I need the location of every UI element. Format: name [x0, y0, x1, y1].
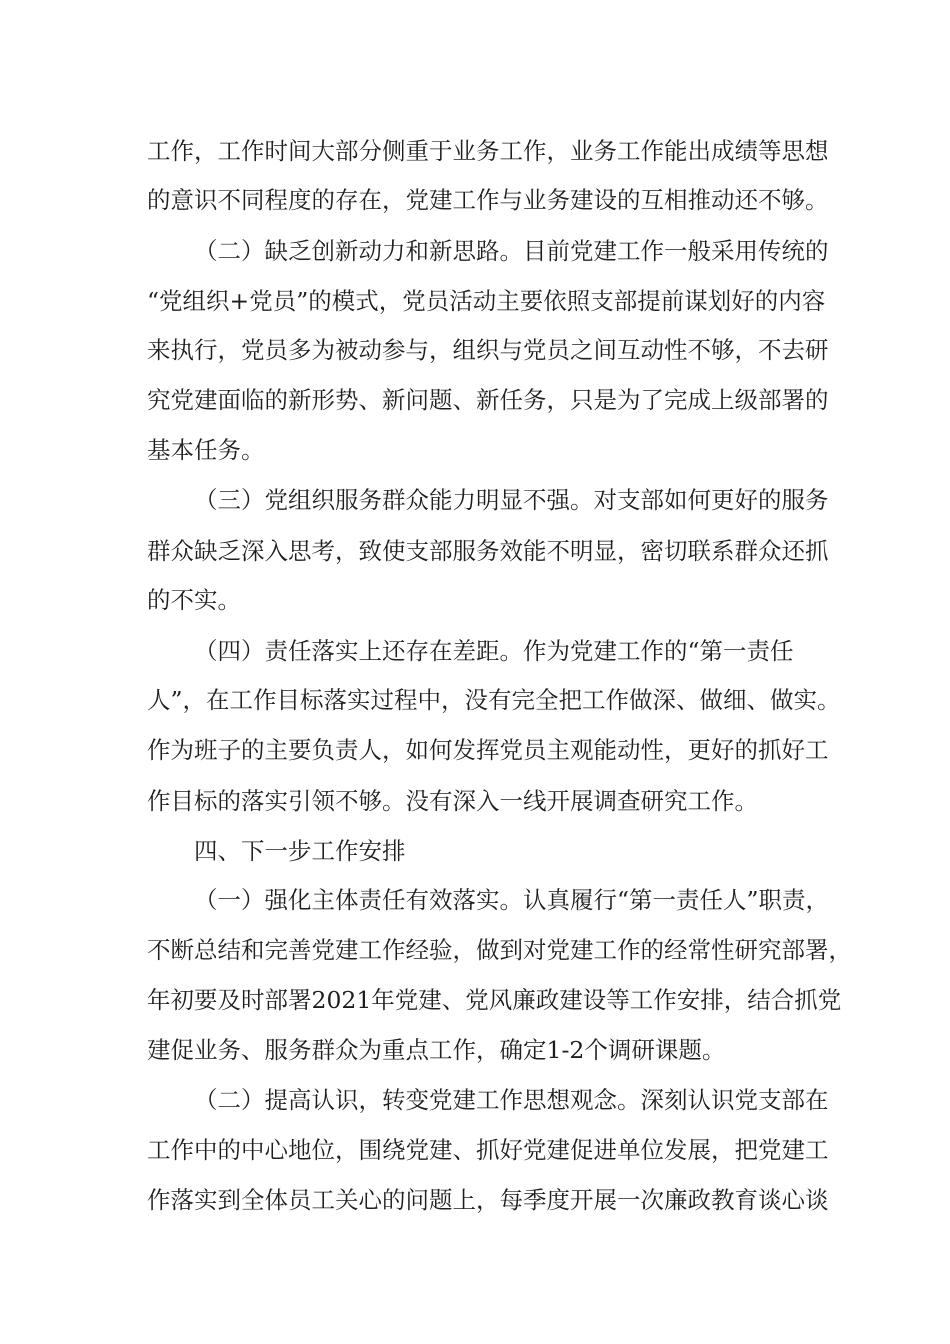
body-text-line: 建促业务、服务群众为重点工作，确定1-2个调研课题。	[147, 1036, 726, 1064]
paragraph-5-first-line: （一）强化主体责任有效落实。认真履行“第一责任人”职责，	[194, 886, 830, 914]
body-text-line: 工作中的中心地位，围绕党建、抓好党建促进单位发展，把党建工	[147, 1136, 829, 1164]
body-text-line: 来执行，党员多为被动参与，组织与党员之间互动性不够，不去研	[147, 336, 829, 364]
body-text-line: 作落实到全体员工关心的问题上，每季度开展一次廉政教育谈心谈	[147, 1186, 829, 1214]
body-text-line: 群众缺乏深入思考，致使支部服务效能不明显，密切联系群众还抓	[147, 537, 829, 565]
paragraph-2-first-line: （二）缺乏创新动力和新思路。目前党建工作一般采用传统的	[194, 237, 829, 265]
body-text-line: 人”，在工作目标落实过程中，没有完全把工作做深、做细、做实。	[147, 686, 841, 714]
body-text-line: 工作，工作时间大部分侧重于业务工作，业务工作能出成绩等思想	[147, 137, 829, 165]
section-heading: 四、下一步工作安排	[194, 837, 406, 865]
body-text-line: 年初要及时部署2021年党建、党风廉政建设等工作安排，结合抓党	[147, 986, 842, 1014]
paragraph-6-first-line: （二）提高认识，转变党建工作思想观念。深刻认识党支部在	[194, 1086, 829, 1114]
body-text-line: 不断总结和完善党建工作经验，做到对党建工作的经常性研究部署，	[147, 936, 852, 964]
body-text-line: 究党建面临的新形势、新问题、新任务，只是为了完成上级部署的	[147, 386, 829, 414]
paragraph-3-first-line: （三）党组织服务群众能力明显不强。对支部如何更好的服务	[194, 486, 829, 514]
body-text-line: “党组织+党员”的模式，党员活动主要依照支部提前谋划好的内容	[147, 287, 826, 315]
body-text-line: 作目标的落实引领不够。没有深入一线开展调查研究工作。	[147, 787, 758, 815]
paragraph-4-first-line: （四）责任落实上还存在差距。作为党建工作的“第一责任	[194, 637, 794, 665]
body-text-line: 作为班子的主要负责人，如何发挥党员主观能动性，更好的抓好工	[147, 736, 829, 764]
body-text-line: 的意识不同程度的存在，党建工作与业务建设的互相推动还不够。	[147, 186, 829, 214]
body-text-line: 的不实。	[147, 586, 241, 614]
body-text-line: 基本任务。	[147, 436, 265, 464]
